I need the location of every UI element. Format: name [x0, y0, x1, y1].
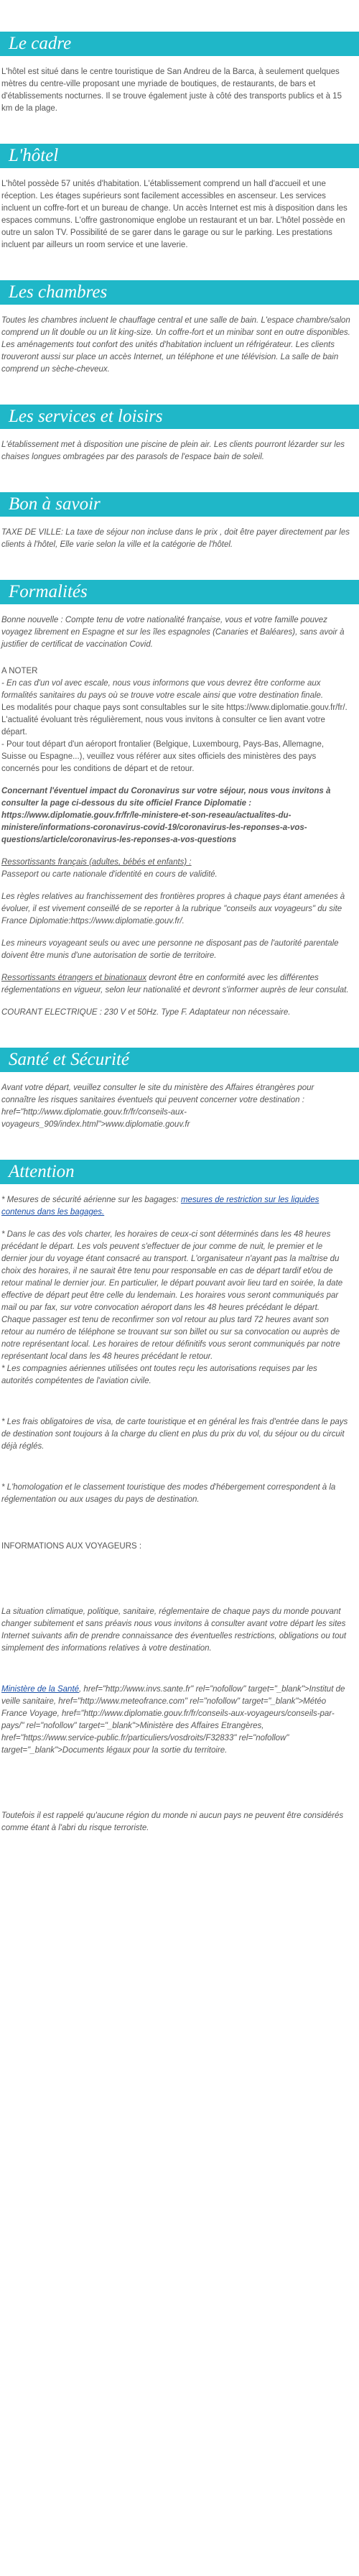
- cadre-text: L'hôtel est situé dans le centre touristique de San Andreu de la Barca, à seulement quelques mètres du centre-ville proposant une myriade de boutiques, de restaurants, de bars et d'établissements nocturnes. Il se trouve également juste à côté des transports publics et à 15 km de la plage.: [1, 68, 342, 113]
- flight-schedule-text: * Dans le cas des vols charter, les horaires de ceux-ci sont déterminés dans les 48 heures précédant le départ. Les vols peuvent s'effectuer de jour comme de nuit, le premier et le dernier jour du voyage étant consacré au transport. L'organisateur n'ayant pas la maîtrise du choix des horaires, il ne saurait être tenu pour responsable en cas de départ tardif et/ou de retour matinal le dernier jour. En particulier, le départ pouvant avoir lieu tard en soirée, la date effective de départ peut être celle du lendemain. Les horaires vous seront communiqués par mail ou par fax, sur votre convocation aéroport dans les 48 heures précédant le départ. Chaque passager est tenu de reconfirmer son vol retour au plus tard 72 heures avant son retour au numéro de téléphone se trouvant sur son billet ou sur sa convocation ou auprès de notre représentant local. Les horaires de retour définitifs vous seront communiqués par notre représentant local dans les 48 heures précédant le retour.: [1, 1230, 343, 1361]
- french-nationals-heading: Ressortissants français (adultes, bébés et enfants) :: [1, 858, 192, 867]
- loisirs-text: L'établissement met à disposition une piscine de plein air. Les clients pourront lézarder sur les chaises longues ombragées par des parasols de l'espace bain de soleil.: [1, 440, 345, 461]
- electric-current-text: COURANT ELECTRIQUE : 230 V et 50Hz. Type F. Adaptateur non nécessaire.: [1, 1008, 291, 1017]
- note-3: - Pour tout départ d'un aéroport frontalier (Belgique, Luxembourg, Pays-Bas, Allemagne, Suisse ou Espagne...), veuillez vous référer aux sites officiels des ministères des pays concernés pour les conditions de départ et de retour.: [1, 740, 325, 773]
- section-title-formalites: Formalités: [0, 580, 359, 604]
- luggage-paragraph: [1, 1194, 350, 1219]
- visa-fees-text: * Les frais obligatoires de visa, de carte touristique et en général les frais d'entrée dans le pays de destination sont toujours à la charge du client en plus du prix du vol, du séjour ou du circuit déjà réglés.: [1, 1418, 348, 1451]
- airlines-text: * Les compagnies aériennes utilisées ont toutes reçu les autorisations requises par les autorités compétentes de l'aviation civile.: [1, 1365, 317, 1385]
- ministry-health-link[interactable]: Ministère de la Santé: [1, 1685, 80, 1694]
- section-cadre: [0, 32, 359, 115]
- section-attention: [0, 1160, 359, 1834]
- links-paragraph: [1, 1684, 350, 1757]
- chambres-text: Toutes les chambres incluent le chauffage central et une salle de bain. L'espace chambre/salon comprend un lit double ou un lit king-size. Un coffre-fort et un minibar sont en outre disponibles. Les aménagements tout confort des unités d'habitation incluent un réfrigérateur. Les clients trouveront aussi sur place un accès Internet, un téléphone et une télévision. La salle de bain comprend un sèche-cheveux.: [1, 316, 350, 374]
- foreign-nationals-text: devront être en conformité avec les différentes réglementations en vigueur, selon leur nationalité et devront s'informer auprès de leur consulat.: [1, 974, 349, 994]
- formalites-intro: Bonne nouvelle : Compte tenu de votre nationalité française, vous et votre famille pouvez voyagez librement en Espagne et sur les îles espagnoles (Canaries et Baléares), sans avoir à justifier de certificat de vaccination Covid.: [1, 616, 345, 649]
- links-text: , href="http://www.invs.sante.fr" rel="nofollow" target="_blank">Institut de veille sanitaire, href="http://www.meteofrance.com" rel="nofollow" target="_blank">Météo France Voyage, href="http://www.diplomatie.gouv.fr/fr/conseils-aux-voyageurs/conseils-par-pays/" rel="nofollow" target="_blank">Ministère des Affaires Etrangères, href="https://www.service-public.fr/particuliers/vosdroits/F32833" rel="nofollow" target="_blank">Documents légaux pour la sortie du territoire.: [1, 1685, 345, 1755]
- section-hotel: [0, 144, 359, 251]
- foreign-nationals-paragraph: [1, 972, 350, 997]
- section-savoir: [0, 492, 359, 551]
- section-title-attention: Attention: [0, 1160, 359, 1184]
- foreign-nationals-heading: Ressortissants étrangers et binationaux: [1, 974, 146, 982]
- section-sante: [0, 1048, 359, 1131]
- section-chambres: [0, 280, 359, 376]
- travellers-info-heading: INFORMATIONS AUX VOYAGEURS :: [1, 1542, 142, 1551]
- savoir-text: TAXE DE VILLE: La taxe de séjour non incluse dans le prix , doit être payer directement par les clients à l'hôtel, Elle varie selon la ville et la catégorie de l'hôtel.: [1, 528, 350, 549]
- section-title-sante: Santé et Sécurité: [0, 1048, 359, 1072]
- border-rules-text: Les règles relatives au franchissement des frontières propres à chaque pays étant amenées à évoluer, il est vivement conseillé de se reporter à la rubrique "conseils aux voyageurs" du site France Diplomatie:https://www.diplomatie.gouv.fr/.: [1, 892, 345, 925]
- sante-text: Avant votre départ, veuillez consulter le site du ministère des Affaires étrangères pour connaître les risques sanitaires éventuels qui peuvent concerner votre destination : href="http://www.diplomatie.gouv.fr/fr/conseils-aux-voyageurs_909/index.html">www.diplomatie.gouv.fr: [1, 1084, 314, 1129]
- homologation-text: * L'homologation et le classement touristique des modes d'hébergement correspondent à la réglementation ou aux usages du pays de destination.: [1, 1483, 336, 1504]
- section-formalites: [0, 580, 359, 1019]
- note-2: Les modalités pour chaque pays sont consultables sur le site https://www.diplomatie.gouv.fr/fr/. L'actualité évoluant très régulièrement, nous vous invitons à consulter ce lien avant votre départ.: [1, 703, 348, 737]
- section-title-savoir: Bon à savoir: [0, 492, 359, 517]
- luggage-restrictions-link[interactable]: mesures de restriction sur les liquides contenus dans les bagages.: [1, 1196, 320, 1217]
- section-title-chambres: Les chambres: [0, 280, 359, 305]
- section-title-hotel: L'hôtel: [0, 144, 359, 168]
- luggage-text: * Mesures de sécurité aérienne sur les bagages:: [1, 1196, 181, 1204]
- french-nationals-text: Passeport ou carte nationale d'identité en cours de validité.: [1, 870, 218, 879]
- covid-notice: Concernant l'éventuel impact du Coronavirus sur votre séjour, nous vous invitons à consulter la page ci-dessous du site officiel France Diplomatie : https://www.diplomatie.gouv.fr/fr/le-ministere-et-son-reseau/actualites-du-ministere/informations-coronavirus-covid-19/coronavirus-les-reponses-a-vos-questions/article/coronavirus-les-reponses-a-vos-questions: [1, 787, 331, 844]
- section-loisirs: [0, 405, 359, 463]
- note-heading: A NOTER: [1, 667, 38, 675]
- section-title-cadre: Le cadre: [0, 32, 359, 56]
- note-1: - En cas d'un vol avec escale, nous vous informons que vous devrez être conforme aux formalités sanitaires du pays où se trouve votre escale ainsi que votre destination finale.: [1, 679, 324, 700]
- hotel-text: L'hôtel possède 57 unités d'habitation. L'établissement comprend un hall d'accueil et une réception. Les étages supérieurs sont facilement accessibles en ascenseur. Les services incluent un coffre-fort et un bureau de change. Un accès Internet est mis à disposition dans les espaces communs. L'offre gastronomique englobe un restaurant et un bar. L'hôtel possède en outre un salon TV. Possibilité de se garer dans le garage ou sur le parking. Les prestations incluent par ailleurs un room service et une laverie.: [1, 180, 348, 249]
- minors-text: Les mineurs voyageant seuls ou avec une personne ne disposant pas de l'autorité parentale doivent être munis d'une autorisation de sortie de territoire.: [1, 939, 339, 960]
- situation-text: La situation climatique, politique, sanitaire, réglementaire de chaque pays du monde pouvant changer subitement et sans préavis nous vous invitons à consulter avant votre départ les sites Internet suivants afin de prendre connaissance des éventuelles restrictions, obligations ou tout simplement des informations relatives à votre destination.: [1, 1607, 347, 1653]
- terror-risk-text: Toutefois il est rappelé qu'aucune région du monde ni aucun pays ne peuvent être considérés comme étant à l'abri du risque terroriste.: [1, 1811, 344, 1832]
- section-title-loisirs: Les services et loisirs: [0, 405, 359, 429]
